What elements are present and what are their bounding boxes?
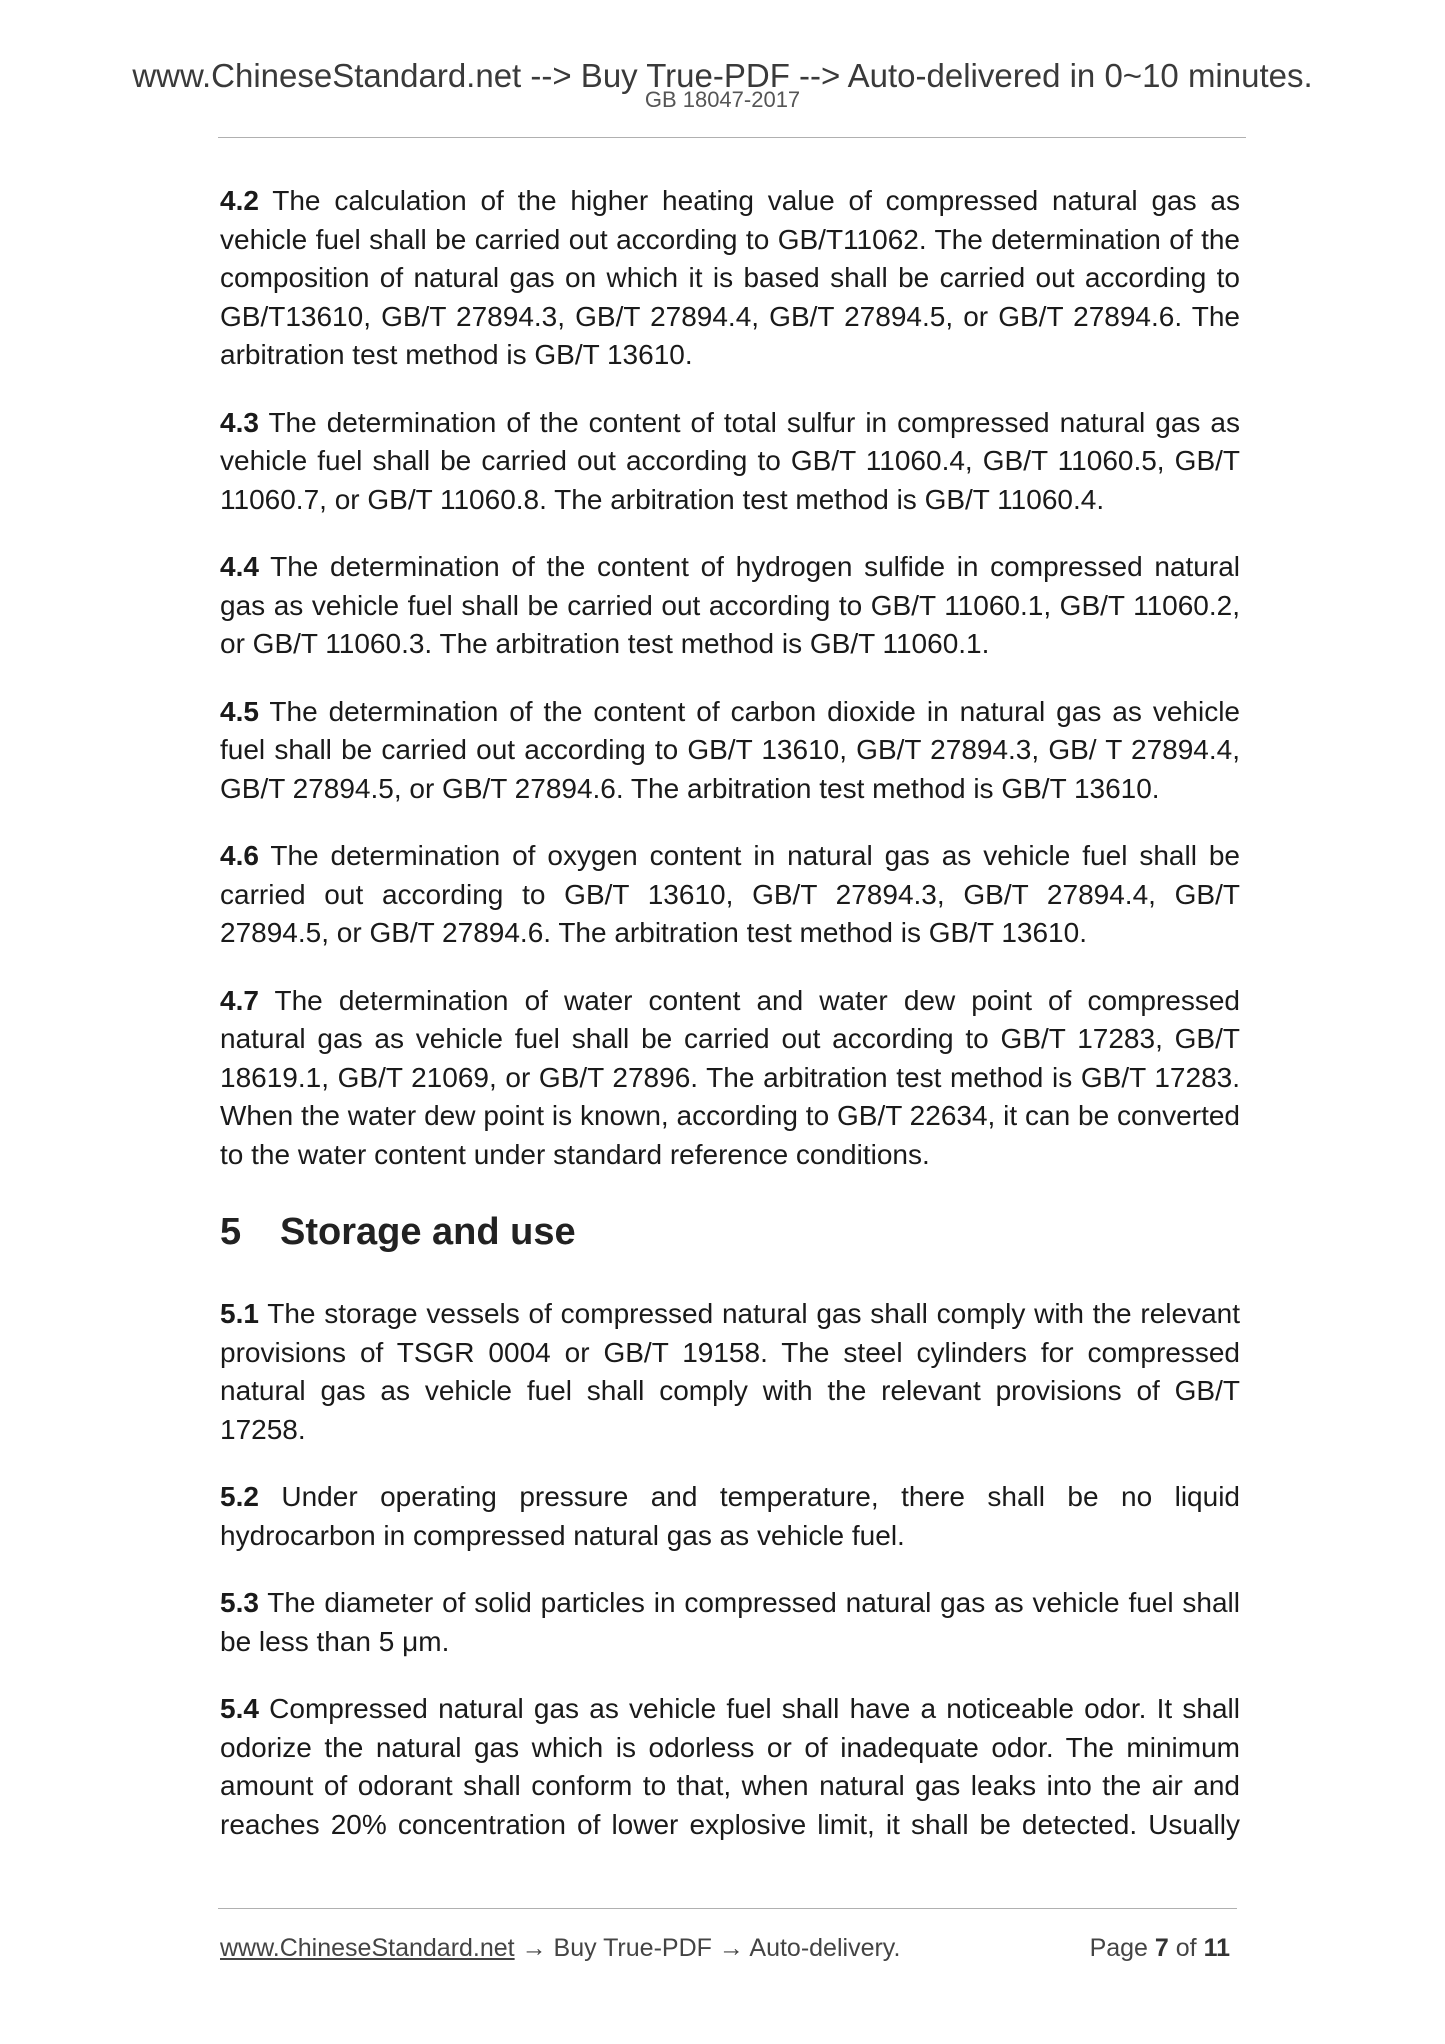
clause-5-1 (220, 1295, 1240, 1449)
page-footer (220, 1933, 1230, 1963)
clause-text: The determination of the content of carbon dioxide in natural gas as vehicle fuel shall be carried out according to GB/T 13610, GB/T 27894.3, GB/ T 27894.4, GB/T 27894.5, or GB/T 27894.6. The arbitration test method is GB/T 13610. (220, 695, 1240, 804)
header-divider (218, 137, 1246, 138)
clause-text: The calculation of the higher heating value of compressed natural gas as vehicle fuel shall be carried out according to GB/T11062. The determination of the composition of natural gas on which it is based shall be carried out according to GB/T13610, GB/T 27894.3, GB/T 27894.4, GB/T 27894.5, or GB/T 27894.6. The arbitration test method is GB/T 13610. (220, 185, 1240, 370)
clause-number: 4.7 (220, 984, 259, 1016)
page-header-banner: www.ChineseStandard.net --> Buy True-PDF --> Auto-delivered in 0~10 minutes. (132, 57, 1313, 94)
clause-4-4 (220, 548, 1240, 664)
clause-4-6 (220, 837, 1240, 953)
clause-text: The storage vessels of compressed natural gas shall comply with the relevant provisions of TSGR 0004 or GB/T 19158. The steel cylinders for compressed natural gas as vehicle fuel shall comply with the relevant provisions of GB/T 17258. (220, 1298, 1240, 1445)
clause-number: 5.4 (220, 1693, 259, 1724)
clause-text: The determination of oxygen content in natural gas as vehicle fuel shall be carried out according to GB/T 13610, GB/T 27894.3, GB/T 27894.4, GB/T 27894.5, or GB/T 27894.6. The arbitration test method is GB/T 13610. (220, 840, 1240, 948)
footer-divider (218, 1908, 1237, 1909)
section-title: Storage and use (280, 1211, 576, 1253)
standard-id: GB 18047-2017 (644, 87, 801, 112)
clause-number: 4.5 (220, 695, 259, 727)
clause-number: 4.6 (220, 840, 259, 871)
clause-5-2 (220, 1478, 1240, 1555)
clause-text: The diameter of solid particles in compressed natural gas as vehicle fuel shall be less than 5 μm. (220, 1587, 1240, 1657)
clause-4-3 (220, 404, 1240, 520)
clause-number: 4.4 (220, 551, 259, 582)
clause-number: 4.2 (220, 185, 259, 216)
clause-5-4 (220, 1690, 1240, 1844)
clause-number: 5.2 (220, 1481, 259, 1512)
site-link[interactable]: www.ChineseStandard.net (220, 1934, 515, 1962)
clause-4-7 (220, 982, 1240, 1175)
section-number: 5 (220, 1211, 242, 1253)
clause-text: Compressed natural gas as vehicle fuel shall have a noticeable odor. It shall odorize the natural gas which is odorless or of inadequate odor. The minimum amount of odorant shall conform to that, when natural gas leaks into the air and reaches 20% concentration of lower explosive limit, it shall be detected. Usually (220, 1693, 1240, 1840)
clause-number: 5.1 (220, 1298, 259, 1329)
clause-text: The determination of water content and water dew point of compressed natural gas as vehicle fuel shall be carried out according to GB/T 17283, GB/T 18619.1, GB/T 21069, or GB/T 27896. The arbitration test method is GB/T 17283. When the water dew point is known, according to GB/T 22634, it can be converted to the water content under standard reference conditions. (220, 984, 1240, 1170)
clause-number: 5.3 (220, 1587, 259, 1618)
page-indicator (1090, 1933, 1230, 1963)
page-prefix: Page (1089, 1934, 1155, 1962)
section-heading (220, 1210, 1240, 1254)
footer-tagline: → Buy True-PDF → Auto-delivery. (514, 1934, 901, 1962)
clause-5-3 (220, 1584, 1240, 1661)
page-total: 11 (1203, 1934, 1230, 1962)
clause-text: The determination of the content of hydrogen sulfide in compressed natural gas as vehicle fuel shall be carried out according to GB/T 11060.1, GB/T 11060.2, or GB/T 11060.3. The arbitration test method is GB/T 11060.1. (220, 551, 1240, 659)
clause-number: 4.3 (220, 406, 259, 438)
clause-4-2 (220, 182, 1240, 375)
page-separator: of (1168, 1934, 1204, 1962)
clause-4-5 (220, 693, 1240, 809)
clause-text: Under operating pressure and temperature, there shall be no liquid hydrocarbon in compressed natural gas as vehicle fuel. (220, 1481, 1240, 1551)
document-body (220, 182, 1240, 1873)
page-current: 7 (1154, 1934, 1169, 1962)
clause-text: The determination of the content of total sulfur in compressed natural gas as vehicle fuel shall be carried out according to GB/T 11060.4, GB/T 11060.5, GB/T 11060.7, or GB/T 11060.8. The arbitration test method is GB/T 11060.4. (220, 406, 1240, 515)
